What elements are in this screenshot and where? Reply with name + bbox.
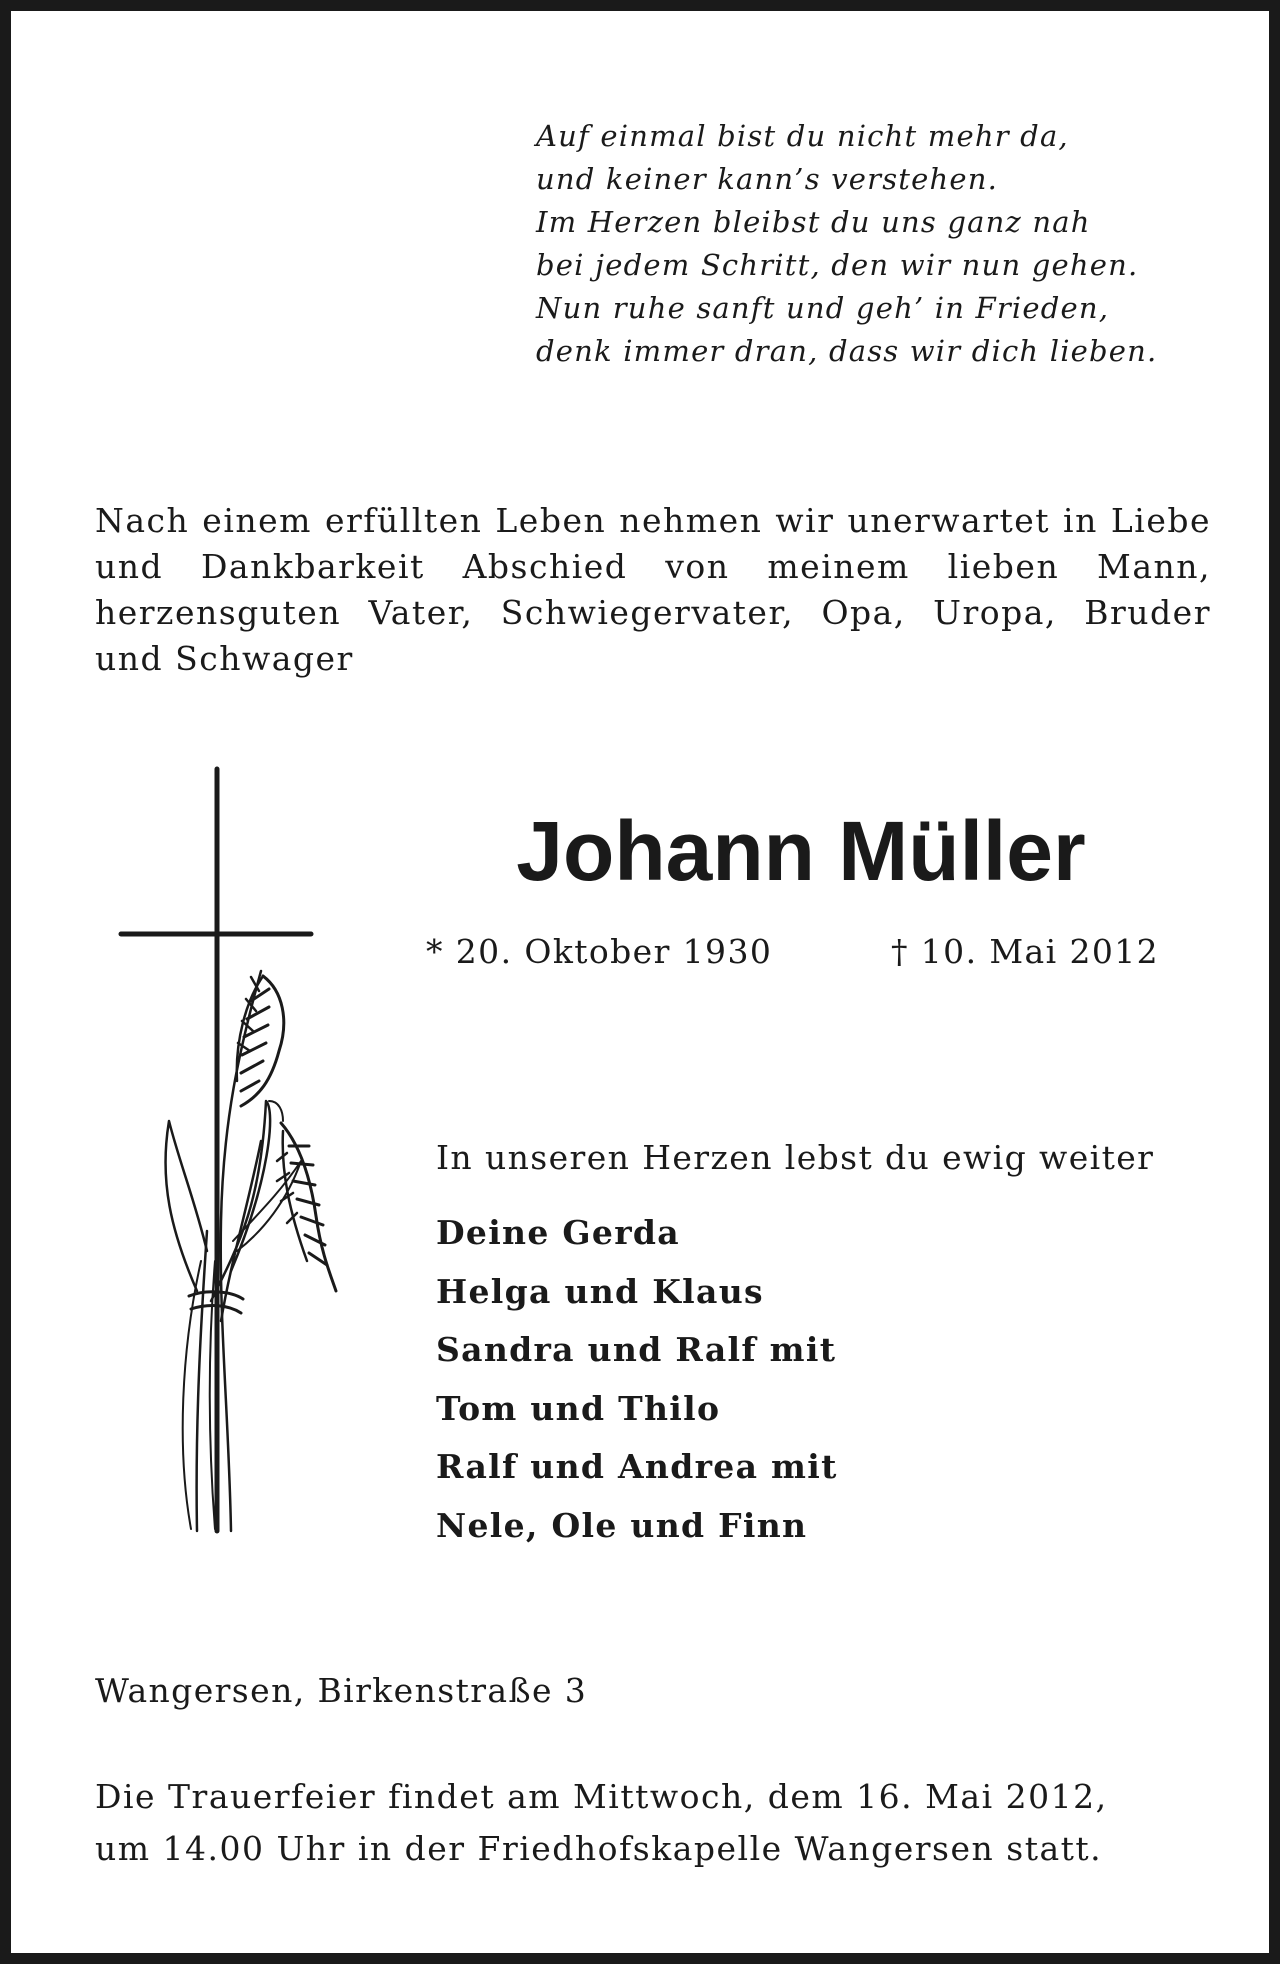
poem-line: Nun ruhe sanft und geh’ in Frieden, <box>536 291 1110 325</box>
deceased-name: Johann Müller <box>516 804 1086 898</box>
poem-line: Auf einmal bist du nicht mehr da, <box>536 119 1069 153</box>
life-dates <box>426 927 1160 977</box>
intro-text: Nach einem erfüllten Leben nehmen wir unerwartet in Liebe und Dankbarkeit Abschied von meinem lieben Mann, herzensguten Vater, Schwiegervater, Opa, Uropa, Bruder und Schwager <box>95 501 1211 678</box>
list-item: Sandra und Ralf mit <box>436 1330 837 1369</box>
list-item: Tom und Thilo <box>436 1388 721 1428</box>
poem-line: bei jedem Schritt, den wir nun gehen. <box>536 248 1139 282</box>
cross-with-wheat-icon <box>111 761 351 1541</box>
poem-line: und keiner kann’s verstehen. <box>536 162 999 196</box>
address: Wangersen, Birkenstraße 3 <box>95 1671 588 1710</box>
birth-date: * 20. Oktober 1930 <box>426 932 773 971</box>
funeral-line: Die Trauerfeier findet am Mittwoch, dem 16. Mai 2012, <box>95 1777 1108 1816</box>
funeral-line: um 14.00 Uhr in der Friedhofskapelle Wangersen statt. <box>95 1829 1103 1868</box>
list-item: Nele, Ole und Finn <box>436 1505 808 1545</box>
poem <box>536 115 1236 373</box>
poem-line: denk immer dran, dass wir dich lieben. <box>536 334 1158 368</box>
list-item: Helga und Klaus <box>436 1271 764 1311</box>
mourners-list <box>436 1204 838 1555</box>
poem-line: Im Herzen bleibst du uns ganz nah <box>536 205 1091 239</box>
remembrance-line: In unseren Herzen lebst du ewig weiter <box>436 1138 1155 1177</box>
list-item: Deine Gerda <box>436 1213 680 1252</box>
death-date: † 10. Mai 2012 <box>891 932 1160 971</box>
list-item: Ralf und Andrea mit <box>436 1447 838 1486</box>
funeral-info <box>95 1771 1215 1875</box>
